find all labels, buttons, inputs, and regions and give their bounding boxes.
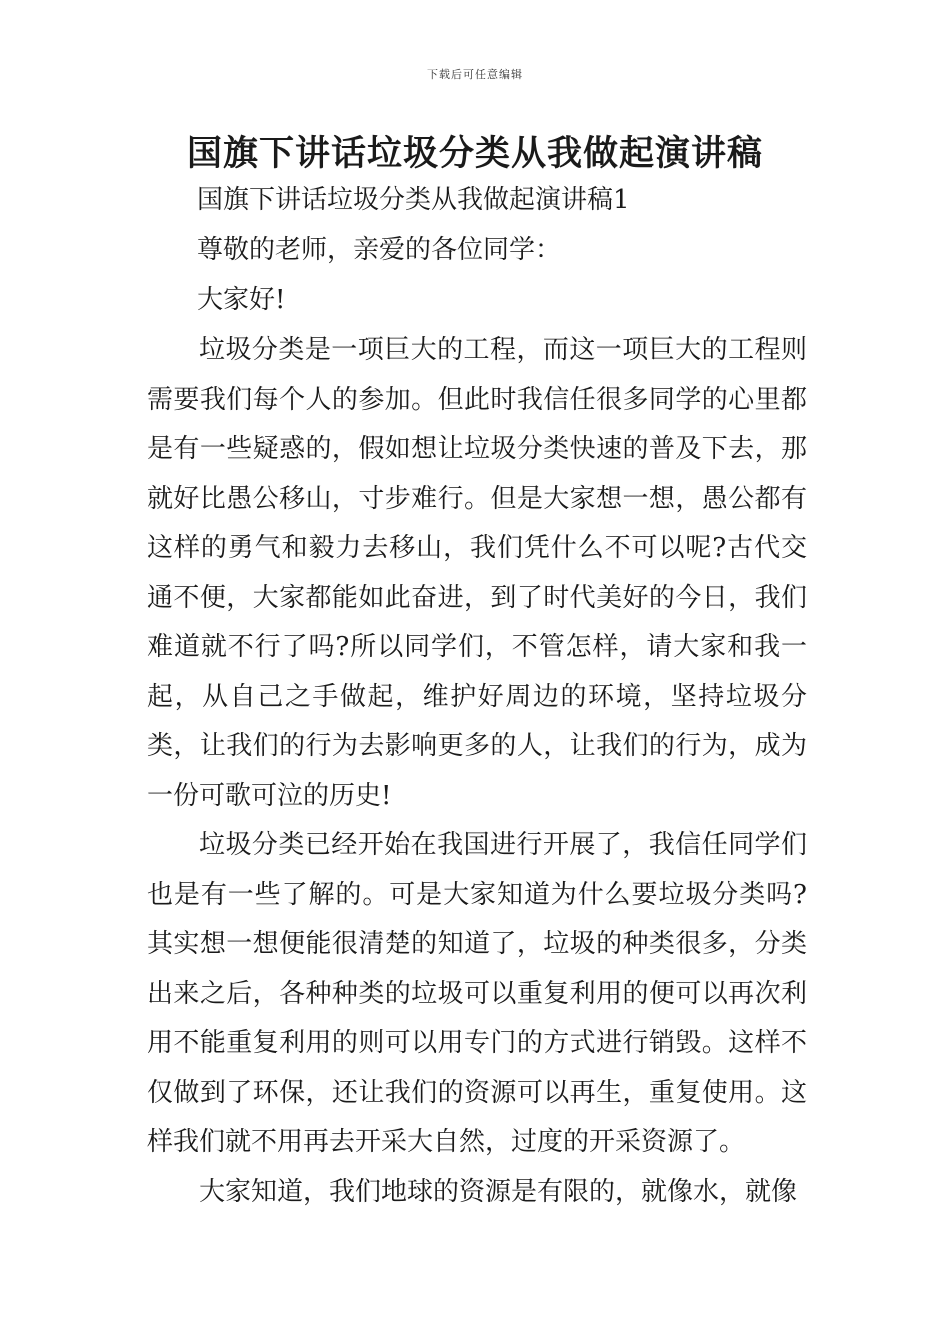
greeting: 大家好!	[197, 285, 286, 315]
salutation: 尊敬的老师，亲爱的各位同学：	[197, 235, 562, 265]
paragraph-3: 大家知道，我们地球的资源是有限的，就像水，就像	[199, 1176, 798, 1207]
page-title: 国旗下讲话垃圾分类从我做起演讲稿	[186, 133, 763, 174]
paragraph-1: 垃圾分类是一项巨大的工程，而这一项巨大的工程则需要我们每个人的参加。但此时我信任很多同学的心里都是有一些疑惑的，假如想让垃圾分类快速的普及下去，那就好比愚公移山，寸步难行。但是大家想一想，愚公都有这样的勇气和毅力去移山，我们凭什么不可以呢?古代交通不便，大家都能如此奋进，到了时代美好的今日，我们难道就不行了吗?所以同学们，不管怎样，请大家和我一起，从自己之手做起，维护好周边的环境，坚持垃圾分类，让我们的行为去影响更多的人，让我们的行为，成为一份可歌可泣的历史!	[147, 335, 807, 811]
document-subtitle: 国旗下讲话垃圾分类从我做起演讲稿1	[197, 185, 630, 215]
paragraph-2: 垃圾分类已经开始在我国进行开展了，我信任同学们也是有一些了解的。可是大家知道为什么要垃圾分类吗?其实想一想便能很清楚的知道了，垃圾的种类很多，分类出来之后，各种种类的垃圾可以重复利用的便可以再次利用不能重复利用的则可以用专门的方式进行销毁。这样不仅做到了环保，还让我们的资源可以再生，重复使用。这样我们就不用再去开采大自然，过度的开采资源了。	[147, 830, 807, 1157]
body-text	[147, 326, 807, 1217]
header-note: 下载后可任意编辑	[427, 68, 523, 81]
